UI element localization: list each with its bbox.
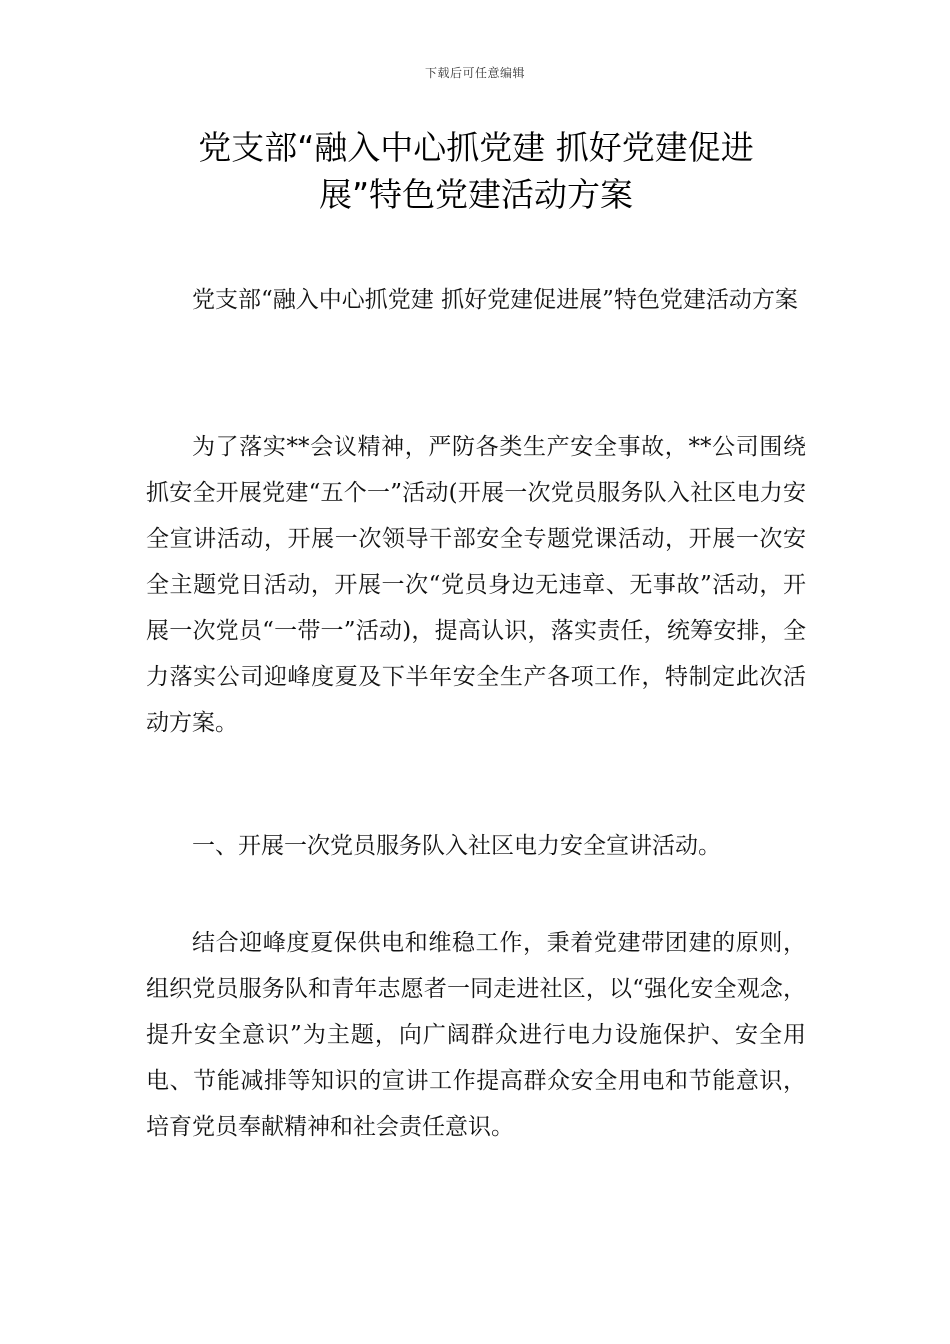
- document-title-line-2: 展”特色党建活动方案: [318, 175, 634, 214]
- document-title-line-1: 党支部“融入中心抓党建 抓好党建促进: [198, 128, 754, 167]
- paragraph-intro: 为了落实**会议精神，严防各类生产安全事故，**公司围绕抓安全开展党建“五个一”活动(开展一次党员服务队入社区电力安全宣讲活动，开展一次领导干部安全专题党课活动，开展一次安全主题党日活动，开展一次“党员身边无违章、无事故”活动，开展一次党员“一带一”活动)，提高认识，落实责任，统筹安排，全力落实公司迎峰度夏及下半年安全生产各项工作，特制定此次活动方案。: [146, 434, 806, 736]
- paragraph-section-1: 结合迎峰度夏保供电和维稳工作，秉着党建带团建的原则，组织党员服务队和青年志愿者一同走进社区，以“强化安全观念，提升安全意识”为主题，向广阔群众进行电力设施保护、安全用电、节能减排等知识的宣讲工作提高群众安全用电和节能意识，培育党员奉献精神和社会责任意识。: [146, 930, 806, 1140]
- document-title: [146, 124, 806, 218]
- section-heading-1: 一、开展一次党员服务队入社区电力安全宣讲活动。: [192, 833, 721, 859]
- header-note: 下载后可任意编辑: [424, 66, 525, 80]
- paragraph-subtitle: 党支部“融入中心抓党建 抓好党建促进展”特色党建活动方案: [192, 287, 798, 313]
